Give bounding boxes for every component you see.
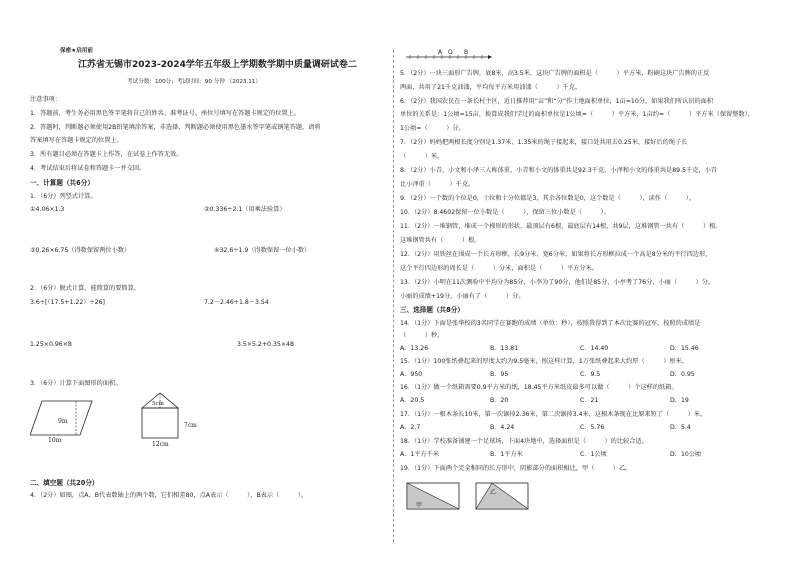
notice-item: 1．答题前，考生务必用黑色签字笔将自己的姓名、准考证号、座位号填写在答题卡规定的位置上。: [30, 110, 300, 117]
option-c[interactable]: C．5.76: [580, 424, 605, 431]
question-1: 1．（6分）列竖式计算。: [30, 193, 97, 200]
question-5: 5．（2分）一块三面形广告牌，底8米，高3.5米，这块广告牌的面积是（ ）平方米，粉刷这块广告牌的正反: [400, 70, 710, 77]
calc-item: ④32.6÷1.9（得数保留一位小数）: [214, 247, 311, 254]
option-d[interactable]: D．15.46: [670, 345, 699, 352]
calc-item: 3.6÷[（17.5+1.22）÷26]: [30, 299, 105, 306]
rectangle-shape: [142, 408, 178, 438]
calc-item: 3.5×5.2+0.35×48: [237, 341, 294, 348]
figure-label-5cm: 5cm: [152, 401, 164, 407]
option-c[interactable]: C．9.5: [580, 371, 601, 378]
question-17: 17．（1分）一根木条长10米，第一次锯掉2.36米，第二次锯掉3.4米，这根木条现在比原来短了（ ）米。: [400, 411, 707, 418]
figure-label-yi: 乙: [490, 489, 497, 496]
option-d[interactable]: D．5.4: [670, 424, 691, 431]
question-6-cont: 单位的关系是：1公顷=15亩，换算成我们学过的面积单位是1公顷=（ ）平方米，1亩约=（ ）平方米（保留整数），: [400, 111, 754, 118]
rectangles-figure: [406, 482, 536, 512]
question-9: 9．（2分）一个数的个位是0，十位和十分位都是3，其余各位数是0，这个数是（ ），读作（ ）。: [400, 195, 696, 202]
option-c[interactable]: C．14.40: [580, 345, 609, 352]
figure-label-10m: 10m: [48, 437, 62, 443]
composite-figure: [138, 390, 206, 448]
column-divider: [393, 50, 394, 542]
question-15: 15．（1分）100张纸叠起来的厚度大约为9.5毫米，照这样计算，1万张纸叠起来大约厚（ ）厘米。: [400, 358, 688, 365]
option-b[interactable]: B．13.81: [490, 345, 519, 352]
question-5-cont: 两面，共用了21千克油漆，平均每平方米用油漆（ ）千克。: [400, 84, 582, 91]
question-6-cont: 1公顷=（ ）分。: [400, 125, 465, 132]
question-19: 19．（1分）下面两个完全相同的长方形中，阴影部分的面积相比，甲（ ）乙。: [400, 465, 632, 472]
question-16: 16．（1分）做一个纸箱需要0.9平方米的纸，18.45平方米纸皮最多可以做（ ）个这样的纸箱。: [400, 384, 678, 391]
notice-item: 答案填写在答题卡规定的位置上。: [30, 137, 123, 144]
option-b[interactable]: B．1平方米: [490, 451, 523, 458]
section-heading-fill: 二、填空题（共20分）: [30, 479, 99, 487]
figure-label-12cm: 12cm: [152, 441, 169, 448]
option-b[interactable]: B．20: [490, 397, 509, 404]
point-a-label: A: [438, 49, 443, 56]
section-heading-calc: 一、计算题（共6分）: [30, 179, 94, 187]
question-14-cont: （ ）秒。: [400, 332, 444, 339]
parallelogram-figure: [30, 393, 120, 443]
option-a[interactable]: A．2.7: [400, 424, 421, 431]
question-12-cont: 这个平行四边形的周长是（ ）分米，面积是（ ）平方分米。: [400, 265, 598, 272]
option-d[interactable]: D．10公顷: [670, 451, 702, 458]
question-7: 7．（2分）妈妈把两根长度分别是1.37米、1.35米的绳子接起来，接口处共用去0.25米，接好后的绳子长: [400, 139, 688, 146]
question-3: 3．（6分）计算下面图形的面积。: [30, 380, 122, 387]
exam-title: 江苏省无锡市2023-2024学年五年级上学期数学期中质量调研试卷二: [78, 60, 357, 70]
question-4: 4．（2分）如图，点A、B代表数轴上的两个数，它们相差80，点A表示（ ），B表示（ ）。: [30, 492, 308, 499]
question-14: 14．（1分）下面是张华校的3名同学在赛跑的成绩（单位：秒），按照我得到了本次比赛的冠军，按照的成绩是: [400, 320, 701, 327]
calc-item: ③0.26×6.75（得数保留两位小数）: [30, 247, 131, 254]
figure-label-7cm: 7cm: [184, 422, 197, 429]
question-13-cont: 小丽的成绩+19分，小丽有了（ ）分。: [400, 293, 525, 300]
number-line: [404, 48, 494, 64]
question-7-cont: （ ）米。: [400, 153, 444, 160]
calc-item: 7.2－2.46+1.8－3.54: [204, 299, 269, 306]
option-d[interactable]: D．0.95: [670, 371, 695, 378]
option-b[interactable]: B．95: [490, 371, 509, 378]
question-18: 18．（1分）学校准备铺建一个足球场，下面4块地中，选择面积是（ ）的比较合适。: [400, 438, 648, 445]
notice-item: 3．所有题目必须在答题卡上作答，在试卷上作答无效。: [30, 151, 183, 158]
notice-heading: 注意事项：: [30, 96, 61, 103]
option-c[interactable]: C．21: [580, 397, 599, 404]
calc-item: ②0.336÷2.1（用乘法验算）: [204, 206, 286, 213]
figure-label-jia: 甲: [416, 502, 423, 509]
secret-label: 保密★启用前: [60, 48, 93, 54]
question-13: 13．（2分）小明在11次测验中平均分为85分，小李为了90分，他们是85分，小亭考了76分，小丽（ ）分。: [400, 279, 715, 286]
right-column: [400, 0, 774, 562]
exam-info: 考试分数：100分；考试时间：90 分钟 （2023.11）: [127, 79, 261, 85]
figure-label-9m: 9m: [58, 418, 68, 425]
point-b-label: B: [464, 49, 469, 56]
option-d[interactable]: D．19: [670, 397, 689, 404]
option-b[interactable]: B．4.24: [490, 424, 515, 431]
question-2: 2．（6分）脱式计算，能简算的要简算。: [30, 285, 140, 292]
question-11-cont: 这堆钢管共有（ ）根。: [400, 237, 481, 244]
option-a[interactable]: A．13.26: [400, 345, 429, 352]
option-c[interactable]: C．1公顷: [580, 451, 607, 458]
calc-item: 1.25×0.96×8: [30, 341, 72, 348]
section-heading-choice: 三、选择题（共8分）: [400, 306, 464, 314]
question-8-cont: 比小泽重（ ）千克。: [400, 181, 475, 188]
question-11: 11．（2分）一堆钢管，堆成一个梯形的形状，最顶层有6根，最底层有14根，共9层，这堆钢管一共有（ ）根。: [400, 223, 722, 230]
calc-item: ①4.06×1.3: [30, 206, 65, 213]
question-12: 12．（2分）用铁丝在围成一个长方形框，长9分米，宽6分米，如果将长方形框拉成一个高是8分米的平行四边形，: [400, 251, 712, 258]
origin-label: O: [448, 49, 453, 56]
option-a[interactable]: A．950: [400, 371, 423, 378]
question-10: 10．（2分）8.4602保留一位小数是（ ），保留三位小数是（ ）。: [400, 209, 610, 216]
question-6: 6．（2分）我国农民在一条长村主区，近日推荐用“亩”和“分”作土地面积单位，1亩=10分，如果我们所认识的面积: [400, 98, 714, 105]
option-a[interactable]: A．1平方千米: [400, 451, 440, 458]
question-8: 8．（2分）小青、小文和小泽三人称体重，小青和小文的体重共是92.3千克，小泽和小文的体重共是89.5千克，小青: [400, 167, 717, 174]
notice-item: 4．考试结束后将试卷和答题卡一并交回。: [30, 165, 146, 172]
left-column: [30, 0, 390, 562]
notice-item: 2．答题时，判断题必须使用2B铅笔填涂答案，非选择、判断题必须使用黑色墨水签字笔或钢笔答题，请将: [30, 124, 321, 131]
arrow-icon: [488, 55, 492, 59]
option-a[interactable]: A．20.5: [400, 397, 425, 404]
